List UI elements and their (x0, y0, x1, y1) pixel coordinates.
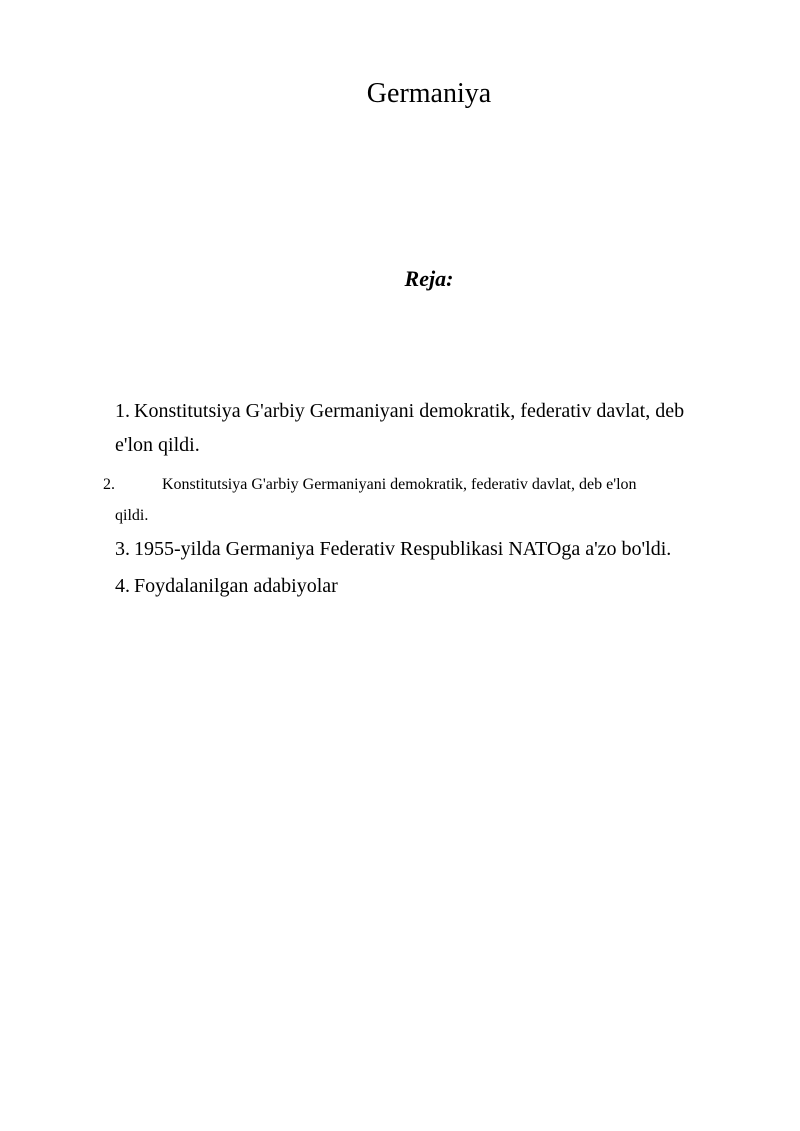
document-title: Germaniya (366, 78, 492, 109)
plan-item-4 (115, 572, 755, 600)
plan-heading: Reja: (404, 266, 454, 291)
plan-item-1-line-2: e'lon qildi. (115, 434, 200, 456)
plan-item-4-text: Foydalanilgan adabiyolar (134, 575, 338, 597)
plan-item-2 (103, 469, 733, 531)
plan-item-1 (115, 394, 735, 462)
plan-item-3-text: 1955-yilda Germaniya Federativ Respublikasi NATOga a'zo bo'ldi. (134, 538, 672, 560)
plan-item-1-number: 1. (115, 400, 130, 422)
plan-item-2-number: 2. (103, 476, 115, 493)
plan-item-3-number: 3. (115, 538, 130, 560)
plan-item-4-number: 4. (115, 575, 130, 597)
plan-item-2-line-2: qildi. (115, 507, 149, 524)
plan-item-1-text: Konstitutsiya G'arbiy Germaniyani demokratik, federativ davlat, deb (134, 400, 685, 422)
plan-item-1-line-1 (115, 394, 735, 428)
plan-item-2-text: Konstitutsiya G'arbiy Germaniyani demokratik, federativ davlat, deb e'lon (162, 476, 637, 493)
plan-item-3 (115, 535, 755, 563)
plan-item-2-line-1 (103, 469, 733, 500)
